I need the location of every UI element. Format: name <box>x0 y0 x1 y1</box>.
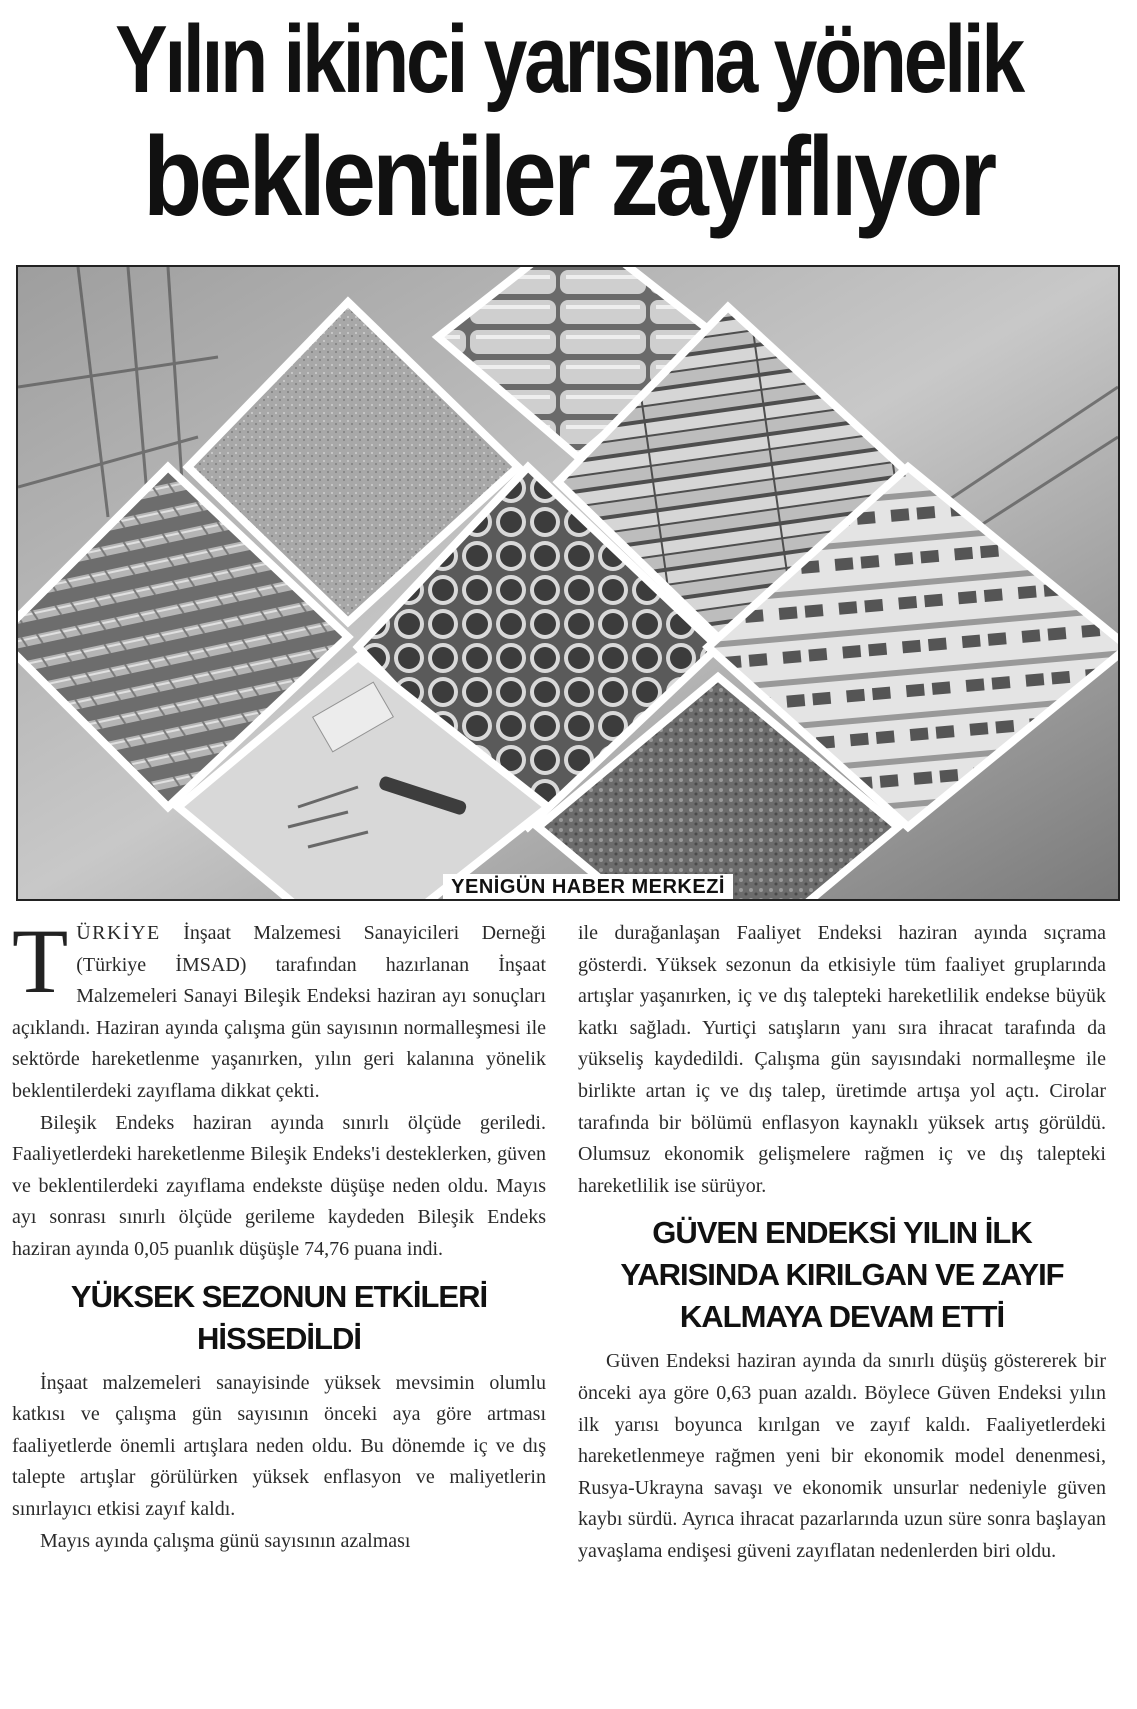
subhead-high-season: YÜKSEK SEZONUN ETKİLERİ HİSSEDİLDİ <box>70 1278 488 1356</box>
headline-line-1: Yılın ikinci yarısına yönelik <box>115 6 1022 113</box>
article-paragraph-4-continued: ile durağanlaşan Faaliyet Endeksi haziran ayında sıçrama gösterdi. Yüksek sezonun da etkisiyle tüm faaliyet gruplarında artışlar yaşanırken, iç ve dış talepteki hareketlilik endekse büyük katkı sağladı. Yurtiçi satışların yanı sıra ihracat tarafında da yükseliş kaydedildi. Çalışma gün sayısındaki normalleşme ile birlikte artan iç ve dış talep, üretimde artışa yol açtı. Cirolar tarafında bir bölümü enflasyon kaynaklı yüksek artış görüldü. Olumsuz ekonomik gelişmelere rağmen iç ve dış talepteki hareketlilik ise sürüyor. <box>578 922 1106 1197</box>
paragraph-1-text: İnşaat Malzemesi Sanayicileri Derneği (Türkiye İMSAD) tarafından hazırlanan İnşaat Malzemeleri Sanayi Bileşik Endeksi haziran ayı sonuçları açıklandı. Haziran ayında çalışma gün sayısının normalleşmesi ile sektörde hareketlenme yaşanırken, yılın geri kalanına yönelik beklentilerdeki zayıflama dikkat çekti. <box>12 922 546 1102</box>
article-paragraph-1 <box>12 910 546 1108</box>
article-photo-collage <box>16 265 1120 901</box>
article-column-right <box>578 918 1106 1568</box>
headline <box>0 8 1137 242</box>
article-paragraph-2: Bileşik Endeks haziran ayında sınırlı ölçüde geriledi. Faaliyetlerdeki hareketlenme Bileşik Endeks'i desteklerken, güven ve beklentilerdeki zayıflama endekste düşüşe neden oldu. Mayıs ayı sonrası sınırlı ölçüde gerileme kaydeden Bileşik Endeks haziran ayında 0,05 puanlık düşüşle 74,76 puana indi. <box>12 1111 546 1260</box>
drop-cap: T <box>12 910 69 1012</box>
article-paragraph-3: İnşaat malzemeleri sanayisinde yüksek mevsimin olumlu katkısı ve çalışma gün sayısının önceki aya göre artması faaliyetlerde önemli artışlara neden oldu. Bu dönemde iç ve dış talepte artışlar görülürken yüksek enflasyon ve maliyetlerin sınırlayıcı etkisi zayıf kaldı. <box>12 1371 546 1520</box>
article-paragraph-5: Güven Endeksi haziran ayında da sınırlı düşüş göstererek bir önceki aya göre 0,63 puan azaldı. Böylece Güven Endeksi yılın ilk yarısı boyunca kırılgan ve zayıf kaldı. Faaliyetlerdeki hareketlenmeye rağmen yeni bir ekonomik model denenmesi, Rusya-Ukrayna savaşı ve ekonomik unsurlar nedeniyle güven kaybı sürdü. Ayrıca ihracat pazarlarında uzun süre sonra başlayan yavaşlama endişesi güveni zayıflatan nedenlerden biri oldu. <box>578 1350 1106 1562</box>
lead-word: ÜRKİYE <box>76 922 161 944</box>
headline-line-2: beklentiler zayıflıyor <box>143 114 994 239</box>
subhead-confidence-index: GÜVEN ENDEKSİ YILIN İLK YARISINDA KIRILGAN VE ZAYIF KALMAYA DEVAM ETTİ <box>620 1215 1064 1335</box>
article-column-left <box>12 910 546 1557</box>
article-paragraph-4-start: Mayıs ayında çalışma günü sayısının azalması <box>40 1529 411 1552</box>
photo-credit: YENİGÜN HABER MERKEZİ <box>443 874 733 899</box>
